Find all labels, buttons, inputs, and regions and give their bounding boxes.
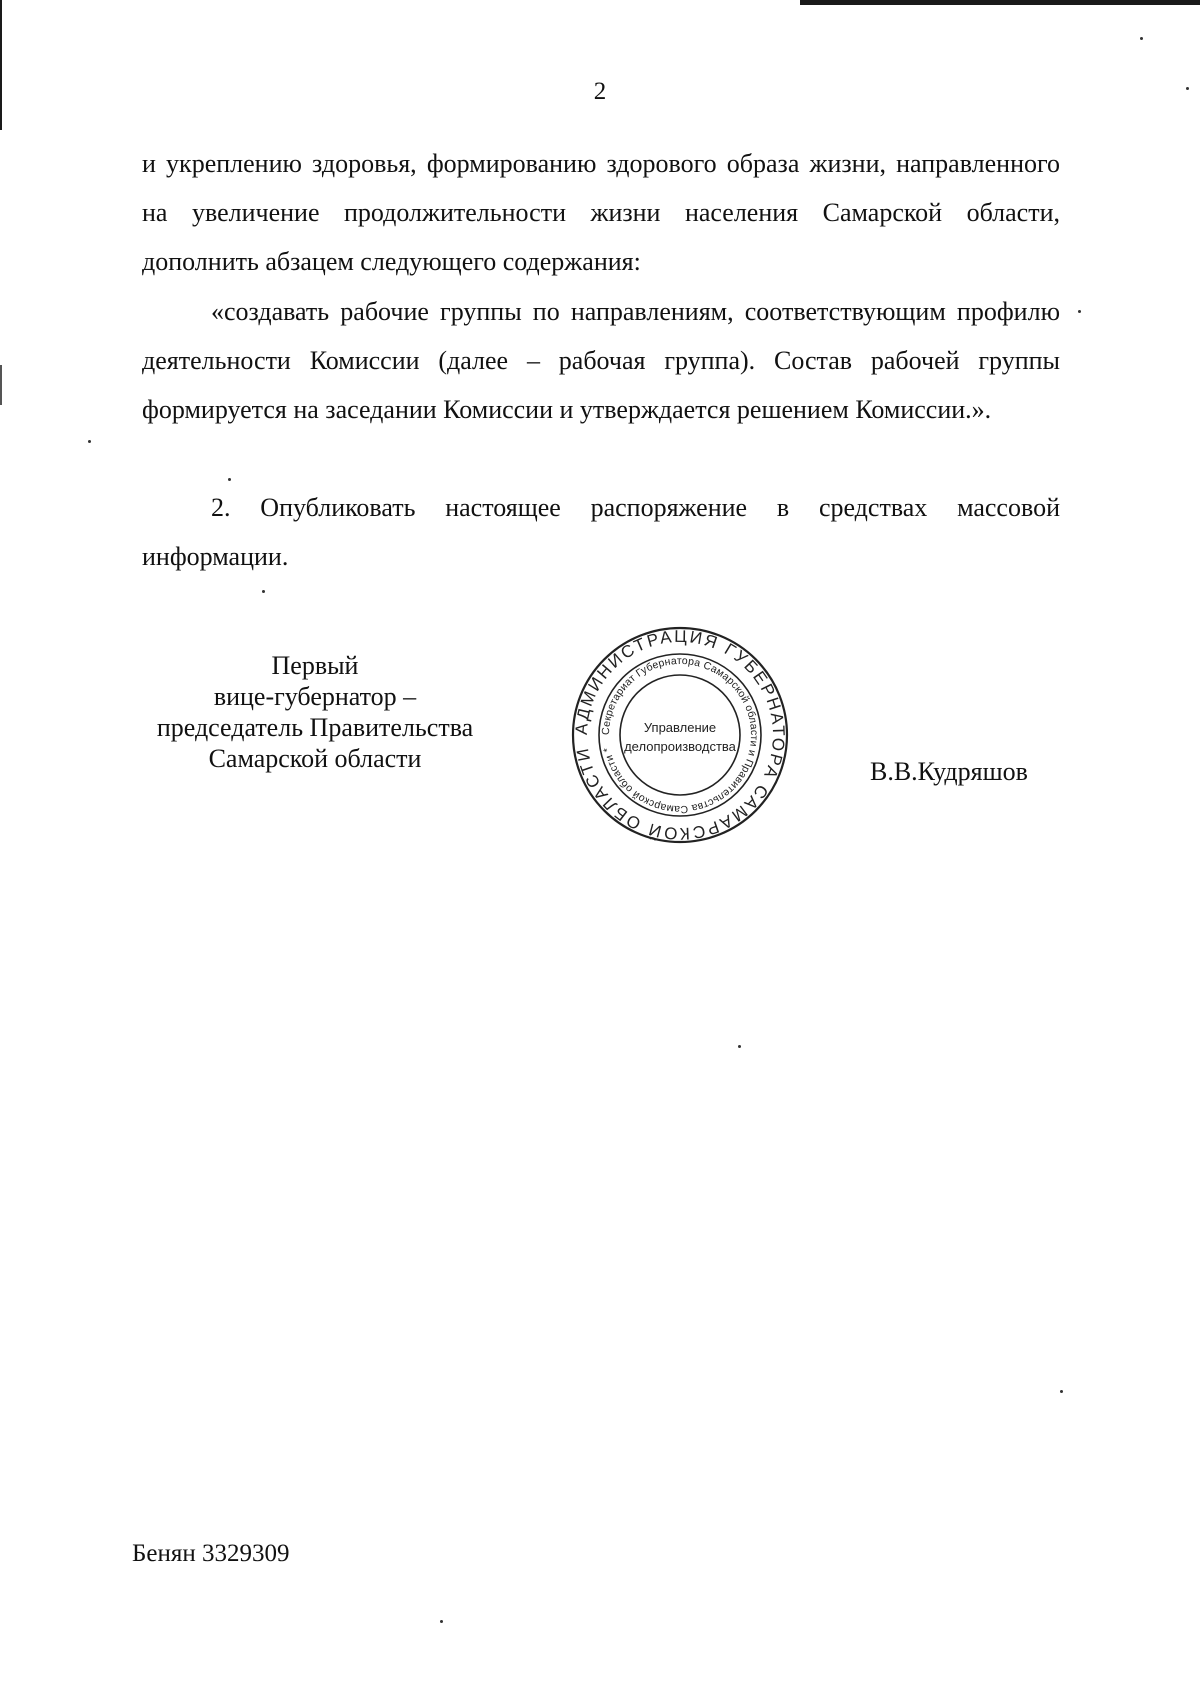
executor-info: Бенян 3329309 (132, 1540, 290, 1567)
seal-inner-ring (620, 675, 740, 795)
signatory-position-line: председатель Правительства (156, 713, 474, 742)
scan-edge-left (0, 0, 2, 130)
seal-inner-text: Секретариат Губернатора Самарской области и Правительства Самарской области * (599, 654, 761, 816)
signatory-position (120, 650, 510, 774)
signatory-name: В.В.Кудряшов (870, 757, 1028, 786)
signatory-position-line: Первый (271, 651, 359, 680)
scan-speck (1140, 37, 1143, 40)
seal-graphic (570, 625, 790, 845)
signatory-position-line: вице-губернатор – (213, 682, 417, 711)
seal-center-line: делопроизводства (624, 739, 736, 754)
paragraph-publish: 2. Опубликовать настоящее распоряжение в средствах массовой информации. (142, 493, 1060, 571)
paragraph-amendment-quote: «создавать рабочие группы по направлениям, соответствующим профилю деятельности Комиссии (далее – рабочая группа). Состав рабочей группы формируется на заседании Комиссии и утверждается решением Комиссии.». (142, 297, 1060, 424)
seal-outer-text: АДМИНИСТРАЦИЯ ГУБЕРНАТОРА САМАРСКОЙ ОБЛАСТИ (571, 626, 789, 844)
scan-speck (738, 1045, 741, 1048)
scan-speck (440, 1620, 443, 1623)
seal-middle-ring (599, 654, 761, 816)
scan-edge-top (800, 0, 1200, 5)
scan-speck (228, 478, 231, 481)
scan-speck (1060, 1390, 1063, 1393)
scan-speck (262, 590, 265, 593)
official-seal (570, 625, 790, 845)
seal-center-line: Управление (643, 720, 717, 735)
page-number: 2 (593, 78, 607, 105)
scan-mark-left (0, 365, 2, 405)
signatory-position-line: Самарской области (208, 744, 422, 773)
scan-speck (1078, 310, 1081, 313)
scan-speck (88, 440, 91, 443)
paragraph-amendment-intro: и укреплению здоровья, формированию здорового образа жизни, направленного на увеличение продолжительности жизни населения Самарской области, дополнить абзацем следующего содержания: (142, 149, 1060, 276)
